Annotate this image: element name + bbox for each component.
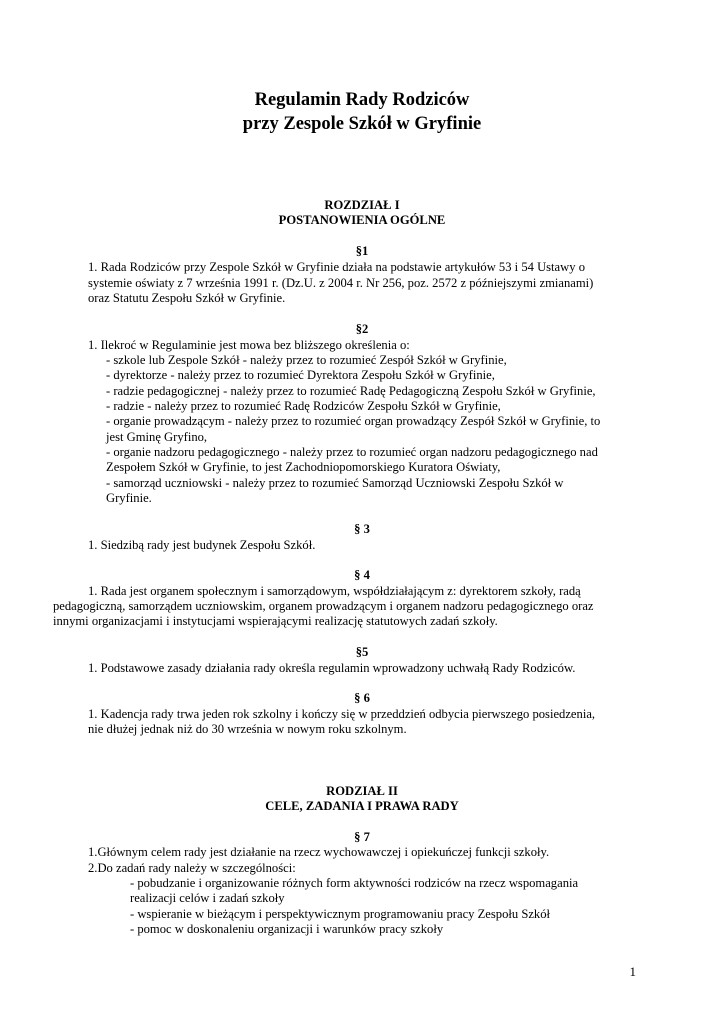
definition-item: - radzie pedagogicznej - należy przez to rozumieć Radę Pedagogiczną Zespołu Szkół w Gryfinie,	[106, 384, 596, 398]
section-4-line: innymi organizacjami i instytucjami wspierającymi realizację statutowych zadań szkoły.	[53, 614, 498, 628]
section-4-mark: § 4	[354, 568, 370, 582]
section-5-mark: §5	[355, 645, 369, 659]
definition-item: jest Gminę Gryfino,	[106, 430, 208, 444]
section-4-line: 1. Rada jest organem społecznym i samorządowym, współdziałającym z: dyrektorem szkoły, radą	[88, 584, 581, 598]
chapter-1-heading: ROZDZIAŁ I	[324, 198, 400, 212]
chapter-2-subheading: CELE, ZADANIA I PRAWA RADY	[265, 799, 459, 813]
task-item: - pobudzanie i organizowanie różnych form aktywności rodziców na rzecz wspomagania	[130, 876, 579, 890]
document-title-line-2: przy Zespole Szkół w Gryfinie	[242, 114, 482, 134]
definition-item: Zespołem Szkół w Gryfinie, to jest Zachodniopomorskiego Kuratora Oświaty,	[106, 460, 501, 474]
section-7-mark: § 7	[354, 830, 370, 844]
section-5-text: 1. Podstawowe zasady działania rady określa regulamin wprowadzony uchwałą Rady Rodziców.	[88, 661, 576, 675]
section-1-line: 1. Rada Rodziców przy Zespole Szkół w Gryfinie działa na podstawie artykułów 53 i 54 Ustawy o	[88, 260, 585, 274]
section-3-mark: § 3	[354, 522, 370, 536]
section-3-text: 1. Siedzibą rady jest budynek Zespołu Szkół.	[88, 538, 316, 552]
document-title-line-1: Regulamin Rady Rodziców	[254, 90, 470, 110]
section-2-mark: §2	[355, 322, 369, 336]
definition-item: - radzie - należy przez to rozumieć Radę Rodziców Zespołu Szkół w Gryfinie,	[106, 399, 501, 413]
section-7-line: 1.Głównym celem rady jest działanie na rzecz wychowawczej i opiekuńczej funkcji szkoły.	[88, 845, 550, 859]
section-4-line: pedagogiczną, samorządem uczniowskim, organem prowadzącym i organem nadzoru pedagogicznego oraz	[53, 599, 594, 613]
chapter-2-heading: RODZIAŁ II	[326, 784, 398, 798]
section-2-intro: 1. Ilekroć w Regulaminie jest mowa bez bliższego określenia o:	[88, 338, 410, 352]
page-number: 1	[629, 964, 636, 979]
section-7-line: 2.Do zadań rady należy w szczególności:	[88, 861, 296, 875]
section-1-line: oraz Statutu Zespołu Szkół w Gryfinie.	[88, 291, 286, 305]
definition-item: - samorząd uczniowski - należy przez to rozumieć Samorząd Uczniowski Zespołu Szkół w	[106, 476, 564, 490]
definition-item: - organie prowadzącym - należy przez to rozumieć organ prowadzący Zespół Szkół w Gryfinie, to	[106, 414, 601, 428]
task-item: - pomoc w doskonaleniu organizacji i warunków pracy szkoły	[130, 922, 444, 936]
section-6-line: 1. Kadencja rady trwa jeden rok szkolny i kończy się w przeddzień odbycia pierwszego posiedzenia,	[88, 707, 596, 721]
section-6-line: nie dłużej jednak niż do 30 września w nowym roku szkolnym.	[88, 722, 407, 736]
section-1-line: systemie oświaty z 7 września 1991 r. (Dz.U. z 2004 r. Nr 256, poz. 2572 z późniejszymi zmianami)	[88, 276, 594, 290]
definition-item: - dyrektorze - należy przez to rozumieć Dyrektora Zespołu Szkół w Gryfinie,	[106, 368, 495, 382]
definition-item: - szkole lub Zespole Szkół - należy przez to rozumieć Zespół Szkół w Gryfinie,	[106, 353, 507, 367]
section-1-mark: §1	[355, 244, 369, 258]
chapter-1-subheading: POSTANOWIENIA OGÓLNE	[278, 213, 446, 227]
task-item: - wspieranie w bieżącym i perspektywicznym programowaniu pracy Zespołu Szkół	[130, 907, 551, 921]
definition-item: Gryfinie.	[106, 491, 152, 505]
task-item: realizacji celów i zadań szkoły	[130, 891, 285, 905]
section-6-mark: § 6	[354, 691, 370, 705]
definition-item: - organie nadzoru pedagogicznego - należy przez to rozumieć organ nadzoru pedagogicznego nad	[106, 445, 598, 459]
